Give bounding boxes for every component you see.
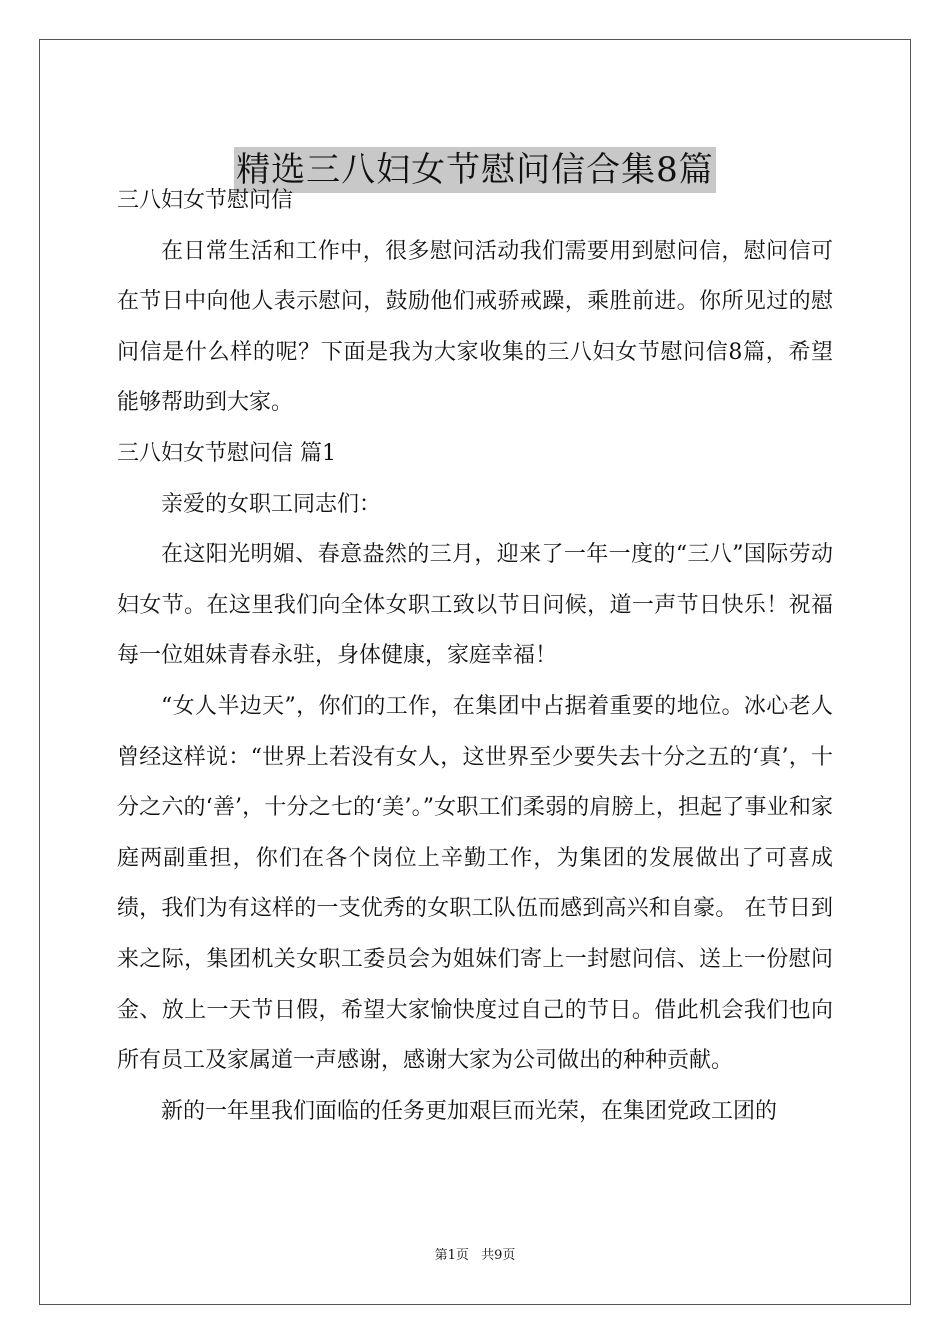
- page-total: 共9页: [481, 1248, 516, 1263]
- section-heading: 三八妇女节慰问信: [117, 188, 294, 213]
- paragraph: 亲爱的女职工同志们：: [161, 491, 382, 517]
- paragraph: 新的一年里我们面临的任务更加艰巨而光荣，在集团党政工团的: [161, 1098, 778, 1124]
- paragraph: 在日常生活和工作中，很多慰问活动我们需要用到慰问信，慰问信可在节日中向他人表示慰问，鼓励他们戒骄戒躁，乘胜前进。你所见过的慰问信是什么样的呢？下面是我为大家收集的三八妇女节慰问信8篇，希望能够帮助到大家。: [117, 238, 833, 416]
- document-body: [117, 176, 833, 1137]
- page-footer: [0, 1247, 950, 1265]
- document-title: 精选三八妇女节慰问信合集8篇: [234, 147, 716, 193]
- paragraph: 在这阳光明媚、春意盎然的三月，迎来了一年一度的“三八”国际劳动妇女节。在这里我们向全体女职工致以节日问候，道一声节日快乐！祝福每一位姐妹青春永驻，身体健康，家庭幸福！: [117, 542, 833, 669]
- page-number: 第1页: [434, 1248, 469, 1263]
- paragraph: “女人半边天”，你们的工作，在集团中占据着重要的地位。冰心老人曾经这样说：“世界上若没有女人，这世界至少要失去十分之五的‘真’，十分之六的‘善’，十分之七的‘美’。”女职工们柔弱的肩膀上，担起了事业和家庭两副重担，你们在各个岗位上辛勤工作，为集团的发展做出了可喜成绩，我们为有这样的一支优秀的女职工队伍而感到高兴和自豪。 在节日到来之际，集团机关女职工委员会为姐妹们寄上一封慰问信、送上一份慰问金、放上一天节日假，希望大家愉快度过自己的节日。借此机会我们也向所有员工及家属道一声感谢，感谢大家为公司做出的种种贡献。: [117, 693, 833, 1074]
- section-heading: 三八妇女节慰问信 篇1: [117, 440, 336, 466]
